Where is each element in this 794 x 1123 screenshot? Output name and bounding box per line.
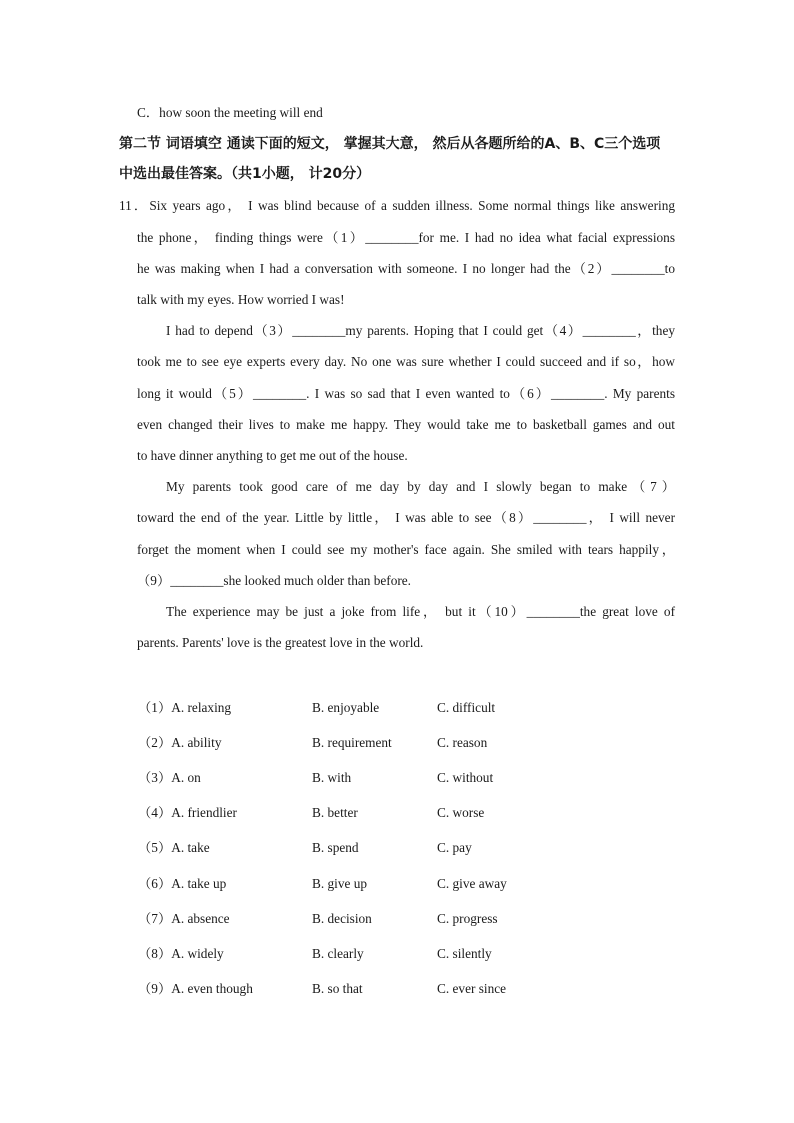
passage-line: even changed their lives to make me happy. They would take me to basketball games and out [137,417,675,432]
option-a: （8）A. widely [138,946,224,961]
previous-option-c: C．how soon the meeting will end [137,105,323,120]
passage-line: parents. Parents' love is the greatest love in the world. [137,635,424,650]
option-b: B. enjoyable [312,700,380,715]
passage-line: he was making when I had a conversation with someone. I no longer had the（2）________to [137,261,675,276]
passage-line: toward the end of the year. Little by little， I was able to see（8）________， I will never [137,510,675,525]
passage-line: took me to see eye experts every day. No one was sure whether I could succeed and if so，how [137,354,675,369]
option-c: C. without [437,770,494,785]
option-c: C. give away [437,876,507,891]
option-a: （3）A. on [138,770,201,785]
passage-line: talk with my eyes. How worried I was! [137,292,345,307]
option-a: （5）A. take [138,840,210,855]
option-b: B. give up [312,876,368,891]
option-b: B. requirement [312,735,392,750]
passage-line: the phone， finding things were（1）________for me. I had no idea what facial expressions [137,230,675,245]
option-a: （9）A. even though [138,981,253,996]
option-a: （2）A. ability [138,735,222,750]
option-b: B. clearly [312,946,364,961]
passage-line: 11．Six years ago， I was blind because of a sudden illness. Some normal things like answering [119,198,675,213]
passage-line: The experience may be just a joke from life， but it（10）________the great love of [166,604,675,619]
option-a: （6）A. take up [138,876,227,891]
passage-line: to have dinner anything to get me out of the house. [137,448,408,463]
option-c: C. worse [437,805,485,820]
option-c: C. difficult [437,700,496,715]
passage-line: long it would（5）________. I was so sad that I even wanted to（6）________. My parents [137,386,675,401]
option-c: C. pay [437,840,472,855]
option-a: （4）A. friendlier [138,805,237,820]
section-heading-line-2: 中选出最佳答案。（共1小题， 计20分） [119,166,371,182]
passage-line: My parents took good care of me day by day and I slowly began to make（7） [166,479,675,494]
option-b: B. so that [312,981,363,996]
option-c: C. ever since [437,981,507,996]
option-c: C. reason [437,735,488,750]
option-b: B. spend [312,840,359,855]
passage-line: forget the moment when I could see my mother's face again. She smiled with tears happily， [137,542,675,557]
option-b: B. better [312,805,358,820]
passage-line: （9）________she looked much older than before. [137,573,412,588]
option-b: B. decision [312,911,372,926]
option-c: C. silently [437,946,492,961]
option-a: （1）A. relaxing [138,700,232,715]
section-heading-line-1: 第二节 词语填空 通读下面的短文， 掌握其大意， 然后从各题所给的A、B、C三个选项 [119,136,661,152]
option-a: （7）A. absence [138,911,230,926]
option-b: B. with [312,770,352,785]
passage-line: I had to depend（3）________my parents. Hoping that I could get（4）________，they [166,323,675,338]
option-c: C. progress [437,911,498,926]
